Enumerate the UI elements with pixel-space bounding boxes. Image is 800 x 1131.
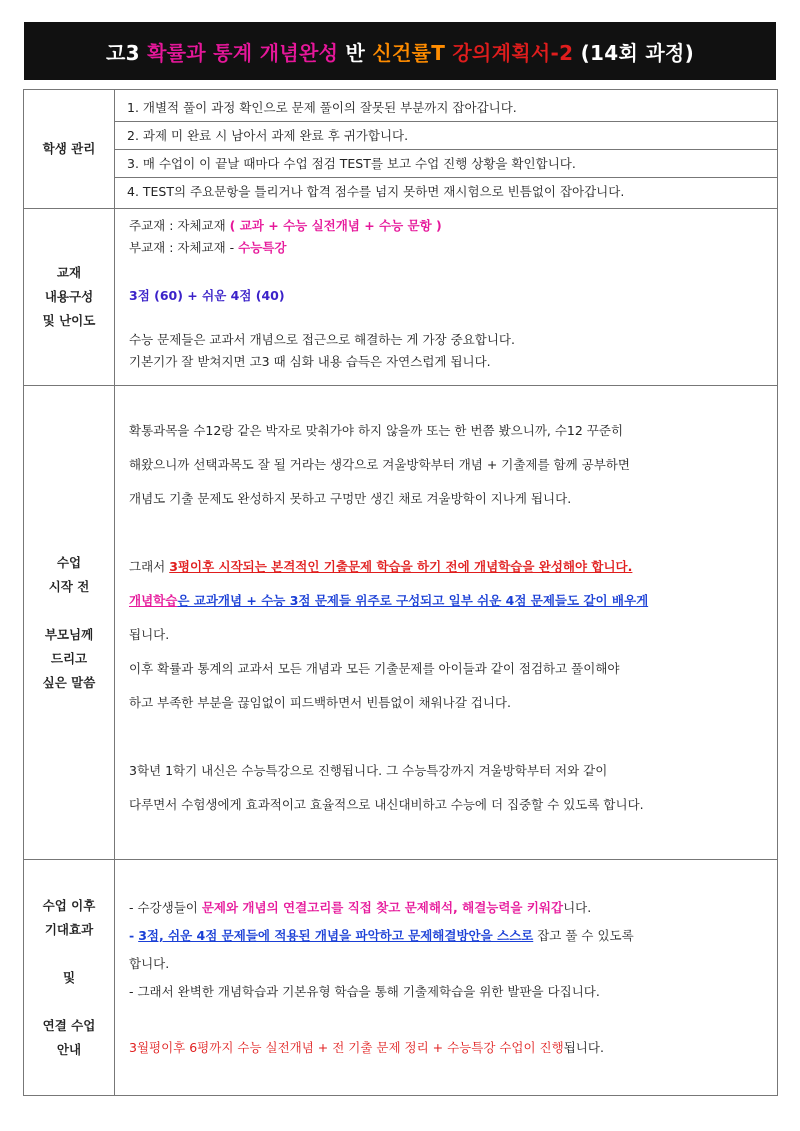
paragraph-line: 다루면서 수험생에게 효과적이고 효율적으로 내신대비하고 수능에 더 집중할 수 있도록 합니다. [129, 797, 644, 812]
rule-2: 2. 과제 미 완료 시 남아서 과제 완료 후 귀가합니다. [115, 122, 777, 150]
effect-dash: - [129, 927, 135, 943]
label-student-management [24, 90, 115, 209]
rule-4: 4. TEST의 주요문항을 틀리거나 합격 점수를 넘지 못하면 재시험으로 빈틈없이 잡아갑니다. [127, 183, 625, 199]
label-after-class [24, 860, 115, 1096]
paragraph-line: 이후 확률과 통계의 교과서 모든 개념과 모든 기출문제를 아이들과 같이 점검하고 풀이해야 [129, 661, 620, 676]
effect-line-2-cont: 합니다. [129, 955, 170, 971]
banner-teacher: 신건률T [372, 40, 446, 65]
main-textbook-highlight: ( 교과 + 수능 실전개념 + 수능 문항 ) [229, 218, 442, 233]
row-materials [24, 209, 778, 386]
row-student-management [24, 90, 778, 209]
after-content [115, 860, 778, 1096]
sub-textbook-highlight: 수능특강 [238, 240, 287, 255]
label-line: 연결 수업 [42, 1017, 96, 1033]
concept-line [129, 584, 777, 618]
label-line: 기대효과 [44, 921, 94, 937]
row-after-class [24, 860, 778, 1096]
effect-line-1 [129, 894, 777, 922]
banner-course: 개념완성 [259, 40, 339, 65]
paragraph-line: 확통과목을 수12랑 같은 박자로 맞춰가야 하지 않을까 또는 한 번쯤 봤으니까, 수12 꾸준히 [129, 423, 624, 438]
connection-highlight: 3월평이후 6평까지 수능 실전개념 + 전 기출 문제 정리 + 수능특강 수업이 진행 [129, 1039, 564, 1055]
effect-highlight: 3점, 쉬운 4점 문제들에 적용된 개념을 파악하고 문제해결방안을 스스로 [138, 927, 534, 943]
label-line: 안내 [56, 1041, 82, 1057]
label-line: 시작 전 [48, 578, 90, 594]
sub-textbook [129, 237, 777, 259]
lecture-plan-table [23, 89, 778, 1096]
label-text: 학생 관리 [42, 141, 96, 156]
effect-highlight: 문제와 개념의 연결고리를 직접 찾고 문제해석, 해결능력을 키워갑 [201, 899, 564, 915]
sub-textbook-prefix: 부교재 : 자체교재 - [129, 240, 235, 255]
effect-tail: 잡고 풀 수 있도록 [537, 927, 634, 943]
paragraph-line: 됩니다. [129, 627, 170, 642]
connection-tail: 됩니다. [563, 1039, 604, 1055]
label-line: 드리고 [50, 650, 88, 666]
effect-line-3: - 그래서 완벽한 개념학습과 기본유형 학습을 통해 기출제학습을 위한 발판을 다집니다. [129, 983, 600, 999]
banner-grade: 고3 [105, 40, 140, 65]
label-materials [24, 209, 115, 386]
materials-content [115, 209, 778, 386]
label-line: 및 난이도 [42, 313, 96, 328]
difficulty: 3점 (60) + 쉬운 4점 (40) [129, 288, 285, 303]
paragraph-line: 3학년 1학기 내신은 수능특강으로 진행됩니다. 그 수능특강까지 겨울방학부터 저와 같이 [129, 763, 608, 778]
rule-1: 1. 개별적 풀이 과정 확인으로 문제 풀이의 잘못된 부분까지 잡아갑니다. [115, 94, 777, 122]
emphasis-prefix: 그래서 [129, 559, 166, 574]
banner-class: 반 [345, 40, 366, 65]
concept-description: 은 교과개념 + 수능 3점 문제들 위주로 구성되고 일부 쉬운 4점 문제들도 같이 배우게 [177, 593, 649, 608]
label-line: 수업 이후 [42, 897, 96, 913]
label-line: 교재 [56, 265, 82, 280]
label-parents [24, 386, 115, 860]
materials-note-1: 수능 문제들은 교과서 개념으로 접근으로 해결하는 게 가장 중요합니다. [129, 332, 515, 347]
label-line: 내용구성 [44, 289, 94, 304]
effect-line-2 [129, 922, 777, 950]
parents-content [115, 386, 778, 860]
main-textbook [129, 215, 777, 237]
main-textbook-prefix: 주교재 : 자체교재 [129, 218, 226, 233]
rule-3: 3. 매 수업이 이 끝날 때마다 수업 점검 TEST를 보고 수업 진행 상황을 확인합니다. [115, 150, 777, 178]
label-line: 부모님께 [44, 626, 94, 642]
effect-prefix: - 수강생들이 [129, 899, 198, 915]
title-banner [24, 22, 776, 80]
paragraph-line: 해왔으니까 선택과목도 잘 될 거라는 생각으로 겨울방학부터 개념 + 기출제를 함께 공부하면 [129, 457, 630, 472]
paragraph-line: 개념도 기출 문제도 완성하지 못하고 구멍만 생긴 채로 겨울방학이 지나게 됩니다. [129, 491, 572, 506]
student-rules [115, 90, 778, 209]
label-line: 수업 [56, 554, 82, 570]
label-line: 및 [62, 969, 76, 985]
banner-sessions: (14회 과정) [580, 40, 695, 65]
paragraph-line: 하고 부족한 부분을 끊임없이 피드백하면서 빈틈없이 채워나갈 겁니다. [129, 695, 511, 710]
concept-term: 개념학습 [129, 593, 178, 608]
banner-subject: 확률과 통계 [147, 40, 253, 65]
materials-note-2: 기본기가 잘 받쳐지면 고3 때 심화 내용 습득은 자연스럽게 됩니다. [129, 354, 491, 369]
emphasis-highlight: 3평이후 시작되는 본격적인 기출문제 학습을 하기 전에 개념학습을 완성해야 합니다. [169, 559, 633, 574]
banner-plan: 강의계획서-2 [452, 40, 574, 65]
label-line: 싶은 말씀 [42, 674, 96, 690]
emphasis-line [129, 550, 777, 584]
effect-tail: 니다. [563, 899, 592, 915]
connection-line [129, 1034, 777, 1062]
row-parents-message [24, 386, 778, 860]
